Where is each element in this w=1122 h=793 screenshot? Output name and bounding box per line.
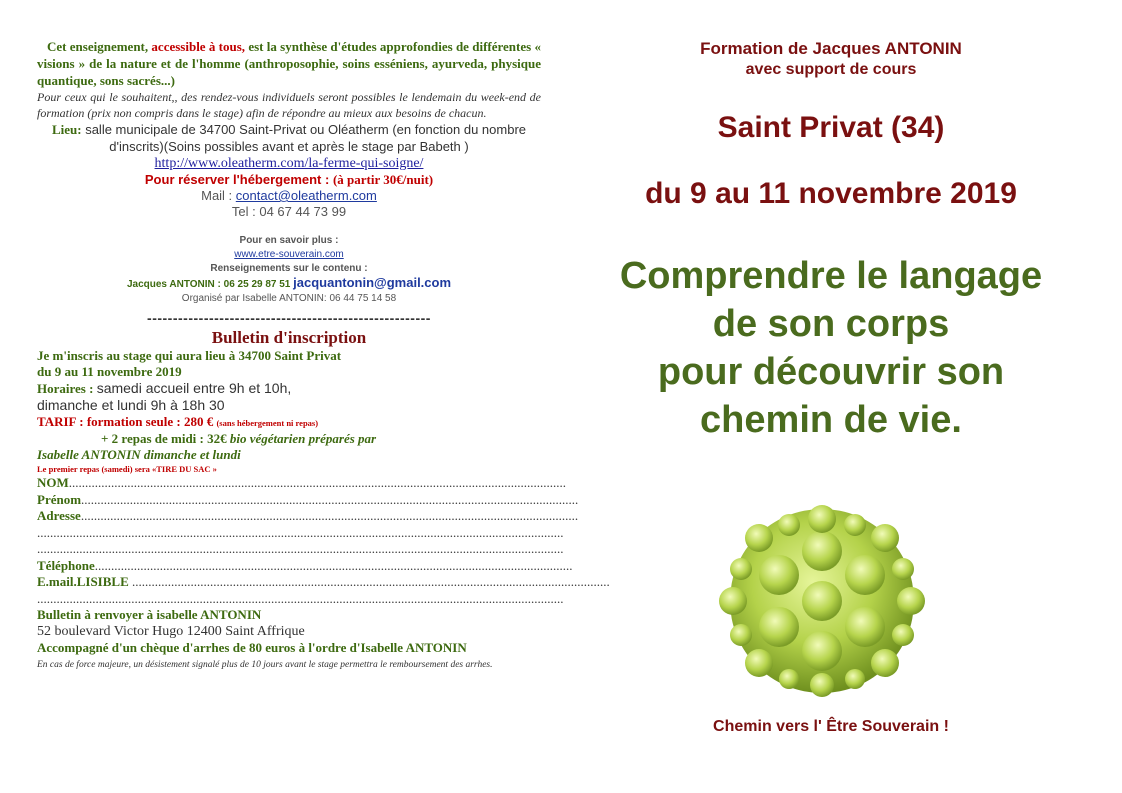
address-line-2[interactable]: ..................................................................................................................................................................: [37, 524, 564, 540]
headline-line-4: chemin de vie.: [700, 399, 962, 441]
cancellation-note: En cas de force majeure, un désistement signalé plus de 10 jours avant le stage permettra le remboursement des arrhes.: [37, 660, 493, 670]
email-field[interactable]: E.mail.LISIBLE ...................................................................................................................................................: [37, 574, 610, 589]
organizer-line: Organisé par Isabelle ANTONIN: 06 44 75 14 58: [181, 293, 397, 304]
firstname-field[interactable]: Prénom.........................................................................................................................................................: [37, 491, 579, 507]
booking-line: Pour réserver l'hébergement : (à partir 30€/nuit): [144, 172, 434, 187]
content-info-label: Renseignements sur le contenu :: [210, 263, 368, 274]
site-link[interactable]: www.etre-souverain.com: [234, 249, 344, 260]
contact-line: Jacques ANTONIN : 06 25 29 87 51 jacquantonin@gmail.com: [126, 275, 452, 290]
appointments-note: Pour ceux qui le souhaitent,, des rendez-vous individuels seront possibles le lendemain du week-end de formation (prix non compris dans le stage) afin de répondre au mieux aux besoins de chacun.: [37, 90, 541, 120]
formation-title: Formation de Jacques ANTONIN: [700, 39, 962, 58]
first-meal-note: Le premier repas (samedi) sera «TIRE DU SAC »: [37, 464, 217, 474]
headline-line-3: pour découvrir son: [657, 351, 1005, 393]
intro-paragraph: Cet enseignement, accessible à tous, est la synthèse d'études approfondies de différentes « visions » de la nature et de l'homme (anthroposophie, soins esséniens, ayurveda, physique quantique, sons sacrés...): [37, 39, 541, 88]
right-column: [580, 38, 1082, 735]
venue: Lieu: salle municipale de 34700 Saint-Privat ou Oléatherm (en fonction du nombre d'inscrits)(Soins possibles avant et après le stage par Babeth ): [51, 122, 527, 154]
more-info-label: Pour en savoir plus :: [239, 235, 339, 246]
deposit-line: Accompagné d'un chèque d'arrhes de 80 euros à l'ordre d'Isabelle ANTONIN: [37, 640, 467, 655]
address-field[interactable]: Adresse.........................................................................................................................................................: [37, 508, 579, 523]
phone-line: Tel : 04 67 44 73 99: [231, 204, 347, 219]
formation-subtitle: avec support de cours: [745, 61, 917, 78]
mail-link[interactable]: contact@oleatherm.com: [235, 188, 377, 203]
name-field[interactable]: NOM.........................................................................................................................................................: [37, 475, 567, 490]
hours-line-1: Horaires : samedi accueil entre 9h et 10h,: [37, 380, 292, 396]
romanesco-body: [719, 505, 925, 697]
postal-address: 52 boulevard Victor Hugo 12400 Saint Affrique: [37, 624, 305, 639]
venue-url-link[interactable]: http://www.oleatherm.com/la-ferme-qui-soigne/: [154, 156, 424, 171]
registration-dates: du 9 au 11 novembre 2019: [37, 364, 182, 379]
footer-slogan: Chemin vers l' Être Souverain !: [713, 718, 949, 735]
separator: -------------------------------------------------------: [147, 310, 431, 326]
hours-line-2: dimanche et lundi 9h à 18h 30: [37, 397, 225, 413]
romanesco-image: [715, 503, 930, 698]
site-line: [37, 248, 541, 262]
registration-text: Je m'inscris au stage qui aura lieu à 34700 Saint Privat: [37, 348, 342, 363]
mail-line: Mail : contact@oleatherm.com: [201, 188, 377, 203]
phone-field[interactable]: Téléphone...................................................................................................................................................: [37, 557, 573, 573]
venue-url-line: [37, 155, 541, 172]
headline: [580, 252, 1082, 444]
meals-by: Isabelle ANTONIN dimanche et lundi: [37, 447, 241, 462]
price-line: TARIF : formation seule : 280 € (sans hébergement ni repas): [37, 414, 319, 429]
form-title: Bulletin d'inscription: [211, 328, 367, 347]
headline-line-2: de son corps: [712, 303, 950, 345]
meals-line: + 2 repas de midi : 32€ bio végétarien préparés par: [101, 431, 377, 446]
left-column: [37, 38, 610, 672]
place-title: Saint Privat (34): [717, 111, 945, 144]
email-line-2[interactable]: ..................................................................................................................................................................: [37, 590, 564, 606]
address-line-3[interactable]: ..................................................................................................................................................................: [37, 541, 564, 556]
send-to: Bulletin à renvoyer à isabelle ANTONIN: [37, 607, 262, 622]
headline-line-1: Comprendre le langage: [619, 255, 1043, 297]
date-title: du 9 au 11 novembre 2019: [645, 177, 1017, 210]
